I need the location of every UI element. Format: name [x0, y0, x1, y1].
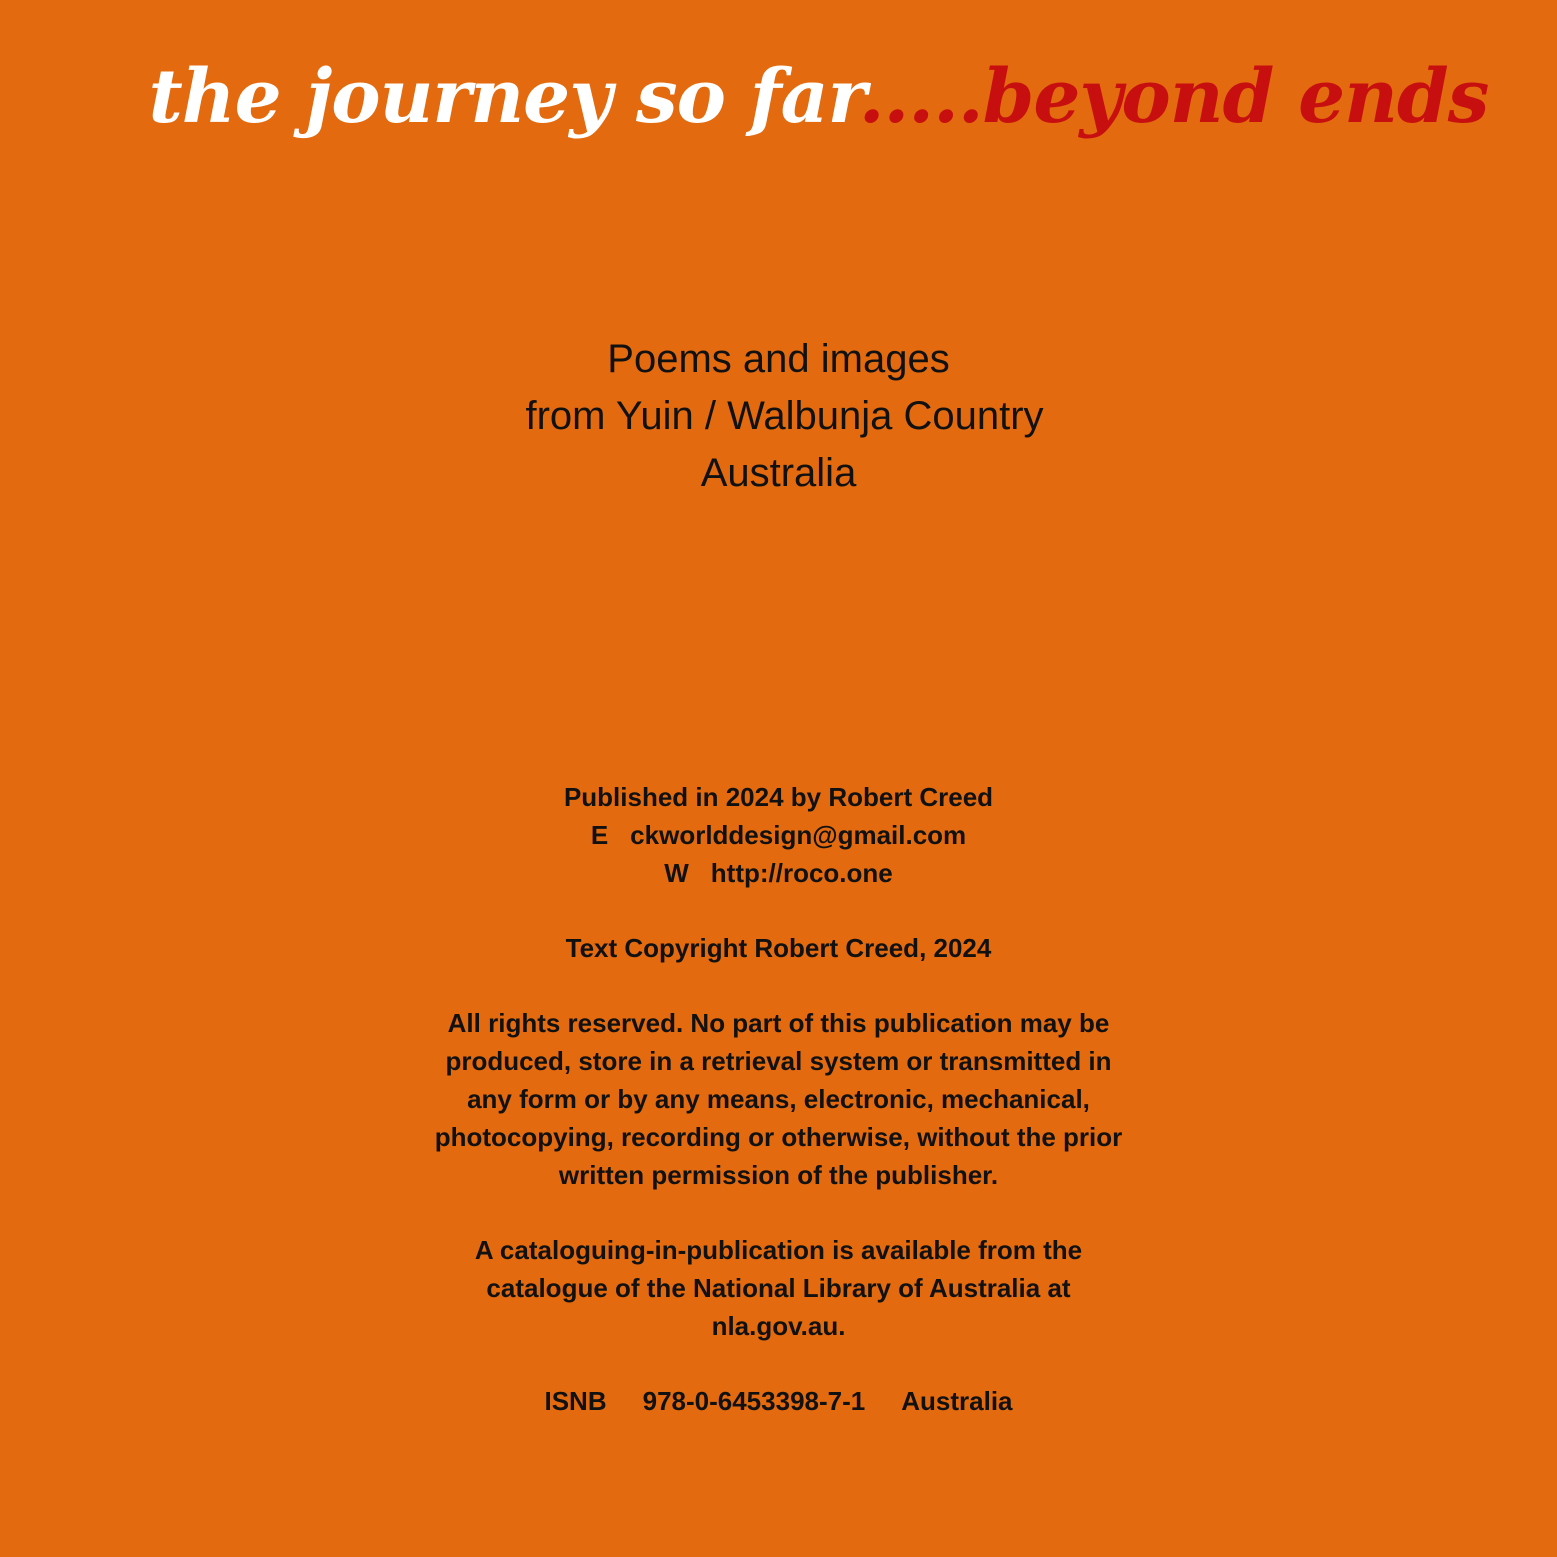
copyright-line: Text Copyright Robert Creed, 2024 [565, 933, 992, 963]
cip-line-1: A cataloguing-in-publication is available from the [474, 1235, 1083, 1265]
book-title [40, 42, 1557, 152]
rights-line-4: photocopying, recording or otherwise, without the prior [434, 1122, 1123, 1152]
email-line [0, 816, 1557, 854]
isbn-label: ISNB [544, 1386, 607, 1416]
rights-line-5: written permission of the publisher. [558, 1160, 999, 1190]
isbn-number: 978-0-6453398-7-1 [642, 1386, 866, 1416]
cip-line-2: catalogue of the National Library of Australia at [486, 1273, 1071, 1303]
subtitle [0, 331, 1557, 502]
rights-line-1: All rights reserved. No part of this publication may be [447, 1008, 1110, 1038]
imprint-block [0, 778, 1557, 1420]
cip-line-3: nla.gov.au. [711, 1311, 846, 1341]
web-label: W [664, 858, 689, 888]
title-red-part: .....beyond ends [858, 54, 1489, 140]
subtitle-line-3: Australia [700, 451, 857, 495]
title-white-part: the journey so far [148, 54, 859, 140]
web-line [0, 854, 1557, 892]
subtitle-line-2: from Yuin / Walbunja Country [525, 394, 1044, 438]
web-link[interactable]: http://roco.one [710, 858, 893, 888]
email-link[interactable]: ckworlddesign@gmail.com [630, 820, 967, 850]
published-line: Published in 2024 by Robert Creed [563, 782, 994, 812]
email-label: E [590, 820, 609, 850]
rights-line-3: any form or by any means, electronic, mechanical, [467, 1084, 1090, 1114]
subtitle-line-1: Poems and images [607, 337, 950, 381]
isbn-line [0, 1382, 1557, 1420]
isbn-country: Australia [901, 1386, 1013, 1416]
rights-line-2: produced, store in a retrieval system or transmitted in [445, 1046, 1112, 1076]
